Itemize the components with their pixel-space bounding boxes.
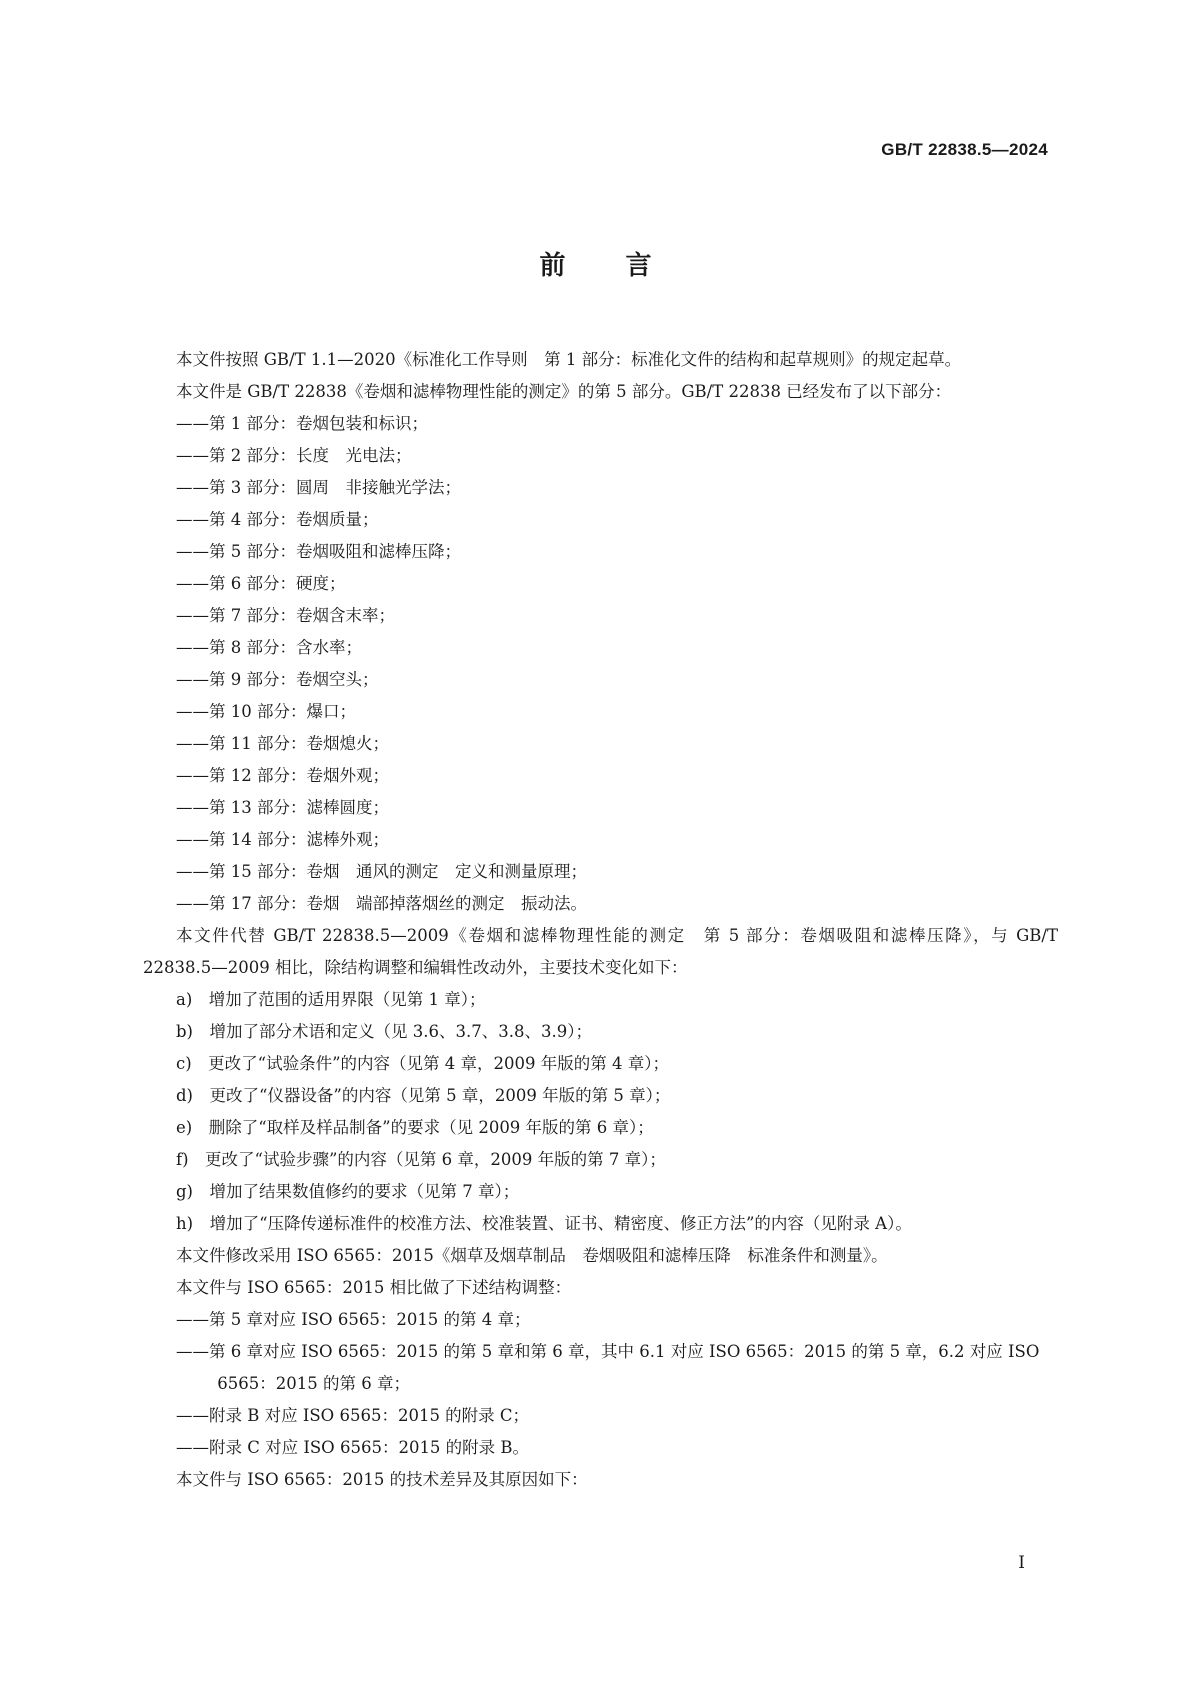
list-item: ——第 13 部分：滤棒圆度； [176, 798, 389, 817]
list-item: ——附录 C 对应 ISO 6565：2015 的附录 B。 [176, 1438, 530, 1457]
list-item: b) 增加了部分术语和定义（见 3.6、3.7、3.8、3.9）； [176, 1022, 592, 1041]
list-item: ——第 5 部分：卷烟吸阻和滤棒压降； [176, 542, 461, 561]
list-item: g) 增加了结果数值修约的要求（见第 7 章）； [176, 1182, 520, 1201]
page-title: 前言 [539, 251, 712, 281]
list-item: f) 更改了“试验步骤”的内容（见第 6 章，2009 年版的第 7 章）； [176, 1150, 666, 1169]
paragraph-adoption: 本文件修改采用 ISO 6565：2015《烟草及烟草制品 卷烟吸阻和滤棒压降 标准条件和测量》。 [176, 1246, 888, 1265]
list-item: ——第 5 章对应 ISO 6565：2015 的第 4 章； [176, 1310, 531, 1329]
paragraph-structure-intro: 本文件与 ISO 6565：2015 相比做了下述结构调整： [176, 1278, 572, 1297]
paragraph-replacement: 本文件代替 GB/T 22838.5—2009《卷烟和滤棒物理性能的测定 第 5 部分：卷烟吸阻和滤棒压降》，与 GB/T 22838.5—2009 相比，除结构调整和编辑性改动外，主要技术变化如下： [143, 926, 1058, 977]
list-item: ——第 15 部分：卷烟 通风的测定 定义和测量原理； [176, 862, 587, 881]
list-item: ——附录 B 对应 ISO 6565：2015 的附录 C； [176, 1406, 530, 1425]
structure-list [143, 1304, 1058, 1464]
changes-list [143, 984, 1058, 1240]
list-item: ——第 6 部分：硬度； [176, 574, 346, 593]
list-item: e) 删除了“取样及样品制备”的要求（见 2009 年版的第 6 章）； [176, 1118, 654, 1137]
list-item: ——第 8 部分：含水率； [176, 638, 362, 657]
list-item: ——第 11 部分：卷烟熄火； [176, 734, 389, 753]
parts-list [143, 408, 1058, 920]
list-item: ——第 1 部分：卷烟包装和标识； [176, 414, 428, 433]
list-item: a) 增加了范围的适用界限（见第 1 章）； [176, 990, 486, 1009]
list-item: ——第 17 部分：卷烟 端部掉落烟丝的测定 振动法。 [176, 894, 587, 913]
paragraph-series-intro: 本文件是 GB/T 22838《卷烟和滤棒物理性能的测定》的第 5 部分。GB/T 22838 已经发布了以下部分： [176, 382, 952, 401]
document-body [143, 344, 1058, 1496]
list-item: ——第 14 部分：滤棒外观； [176, 830, 389, 849]
list-item: ——第 6 章对应 ISO 6565：2015 的第 5 章和第 6 章，其中 6.1 对应 ISO 6565：2015 的第 5 章，6.2 对应 ISO 6565：2015 的第 6 章； [176, 1342, 1040, 1393]
list-item: ——第 4 部分：卷烟质量； [176, 510, 379, 529]
list-item: ——第 7 部分：卷烟含末率； [176, 606, 395, 625]
list-item: c) 更改了“试验条件”的内容（见第 4 章，2009 年版的第 4 章）； [176, 1054, 670, 1073]
list-item: ——第 9 部分：卷烟空头； [176, 670, 379, 689]
list-item: ——第 12 部分：卷烟外观； [176, 766, 389, 785]
list-item: ——第 10 部分：爆口； [176, 702, 356, 721]
list-item: ——第 2 部分：长度 光电法； [176, 446, 412, 465]
paragraph-drafting-rules: 本文件按照 GB/T 1.1—2020《标准化工作导则 第 1 部分：标准化文件的结构和起草规则》的规定起草。 [176, 350, 962, 369]
standard-code: GB/T 22838.5—2024 [881, 140, 1048, 159]
paragraph-technical-differences: 本文件与 ISO 6565：2015 的技术差异及其原因如下： [176, 1470, 588, 1489]
list-item: ——第 3 部分：圆周 非接触光学法； [176, 478, 461, 497]
list-item: d) 更改了“仪器设备”的内容（见第 5 章，2009 年版的第 5 章）； [176, 1086, 671, 1105]
page-number: I [1018, 1553, 1025, 1573]
list-item: h) 增加了“压降传递标准件的校准方法、校准装置、证书、精密度、修正方法”的内容（见附录 A）。 [176, 1214, 912, 1233]
